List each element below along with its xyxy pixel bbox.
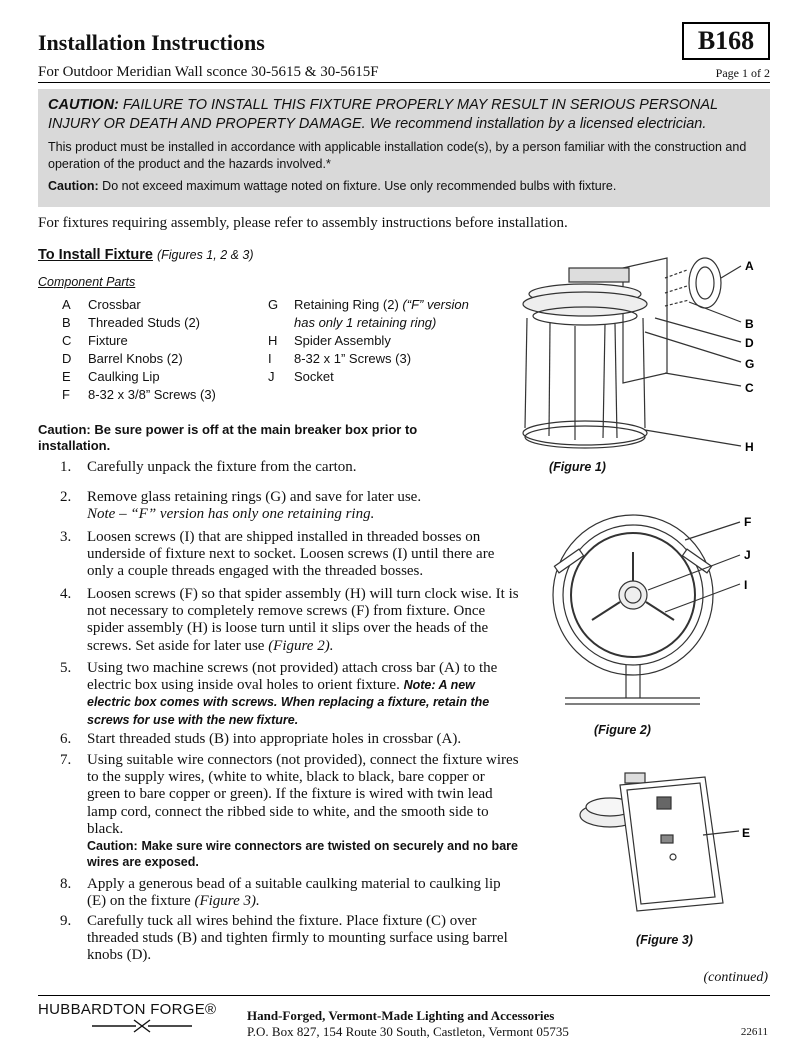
part-letter: B xyxy=(62,315,71,330)
part-name: Barrel Knobs (2) xyxy=(88,351,183,366)
part-item xyxy=(62,296,262,314)
step-text: Carefully tuck all wires behind the fixture. Place fixture (C) over threaded studs (B) and tighten firmly to mounting surface using barrel knobs (D). xyxy=(87,913,508,964)
part-item xyxy=(62,350,262,368)
figure-1-label-d: D xyxy=(745,336,754,350)
brand-logo: HUBBARDTON FORGE® xyxy=(38,1001,217,1018)
part-letter: J xyxy=(268,369,275,384)
part-name: Spider Assembly xyxy=(294,333,391,348)
step-note: Note: A new electric box comes with screws. When replacing a fixture, retain the screws for use with the new fixture. xyxy=(87,678,490,727)
step-7 xyxy=(60,752,520,870)
figure-2-caption: (Figure 2) xyxy=(594,723,651,737)
step-text: Using suitable wire connectors (not provided), connect the fixture wires to the supply wires, (white to white, black to black, bare copper or green to bare copper or green). If the fixture is wired with twin lead lamp cord, connect the ribbed side to white, and the smooth side to black. xyxy=(87,752,519,837)
step-number: 9. xyxy=(60,913,72,929)
step-note: Note – “F” version has only one retaining ring. xyxy=(87,506,375,523)
step-number: 8. xyxy=(60,876,72,892)
step-number: 4. xyxy=(60,586,72,602)
step-9 xyxy=(60,913,520,965)
assembly-note: For fixtures requiring assembly, please refer to assembly instructions before installation. xyxy=(38,215,568,231)
header-rule xyxy=(38,82,770,83)
part-letter: E xyxy=(62,369,71,384)
step-text: Carefully unpack the fixture from the carton. xyxy=(87,459,357,475)
part-letter: G xyxy=(268,297,279,312)
power-caution: Caution: Be sure power is off at the main breaker box prior to installation. xyxy=(38,422,418,453)
part-item xyxy=(268,350,508,368)
step-number: 3. xyxy=(60,529,72,545)
caution-wattage-text: Do not exceed maximum wattage noted on fixture. Use only recommended bulbs with fixture. xyxy=(102,179,617,193)
figure-1-diagram xyxy=(505,248,775,478)
step-text: Using two machine screws (not provided) attach cross bar (A) to the electric box using inside oval holes to orient fixture. xyxy=(87,660,498,694)
part-item xyxy=(62,332,262,350)
part-item xyxy=(268,296,508,314)
step-text: Loosen screws (I) that are shipped installed in threaded bosses on underside of fixture next to socket. Loosen screws (I) until there are only a couple threads engaged with the threaded bosses. xyxy=(87,529,495,580)
figure-1-label-a: A xyxy=(745,259,754,273)
footer-address: P.O. Box 827, 154 Route 30 South, Castleton, Vermont 05735 xyxy=(247,1024,569,1039)
step-1 xyxy=(60,459,520,476)
step-figure-ref: (Figure 3). xyxy=(194,893,260,910)
figure-1-label-b: B xyxy=(745,317,754,331)
part-name: Crossbar xyxy=(88,297,141,312)
caution-main-text: FAILURE TO INSTALL THIS FIXTURE PROPERLY MAY RESULT IN SERIOUS PERSONAL INJURY OR DEATH AND PROPERTY DAMAGE. We recommend installation by a licensed electrician. xyxy=(48,97,718,132)
figure-1-label-h: H xyxy=(745,440,754,454)
step-number: 1. xyxy=(60,459,72,475)
step-caution-label: Caution: xyxy=(87,839,138,854)
part-letter: H xyxy=(268,333,278,348)
part-name: Socket xyxy=(294,369,334,384)
part-name: Retaining Ring (2) xyxy=(294,297,399,312)
part-item xyxy=(62,368,262,386)
caution-box xyxy=(38,89,770,207)
part-letter: I xyxy=(268,351,272,366)
step-number: 5. xyxy=(60,660,72,676)
footer-rule xyxy=(38,995,770,996)
figure-2-label-j: J xyxy=(744,548,751,562)
install-heading-figures: (Figures 1, 2 & 3) xyxy=(156,248,254,262)
step-3 xyxy=(60,529,520,581)
caution-main xyxy=(48,96,760,134)
caution-code-note: This product must be installed in accordance with applicable installation code(s), by a person familiar with the construction and operation of the product and the hazards involved.* xyxy=(48,140,747,171)
part-name: Fixture xyxy=(88,333,128,348)
install-heading xyxy=(38,247,254,263)
parts-list-right xyxy=(268,296,508,386)
part-letter: A xyxy=(62,297,71,312)
step-text: Remove glass retaining rings (G) and save for later use. xyxy=(87,489,422,505)
page-number: Page 1 of 2 xyxy=(715,66,770,80)
part-note: has only 1 retaining ring) xyxy=(294,315,437,330)
step-text: Loosen screws (F) so that spider assembly (H) will turn clock wise. It is not necessary to completely remove screws (F) from fixture. Once spider assembly (H) is loose turn until it slips over the heads of the screws. Set aside for later use xyxy=(87,586,519,654)
step-5 xyxy=(60,660,520,729)
part-letter xyxy=(268,314,294,332)
components-heading: Component Parts xyxy=(38,275,136,289)
caution-main-label: CAUTION: xyxy=(48,97,119,113)
step-6 xyxy=(60,731,520,748)
part-item xyxy=(62,386,262,404)
page-title: Installation Instructions xyxy=(38,30,265,55)
figure-3-diagram xyxy=(575,765,775,925)
continued-note: (continued) xyxy=(703,970,768,985)
figure-3-caption: (Figure 3) xyxy=(636,933,693,947)
caution-wattage xyxy=(48,178,760,195)
part-letter: F xyxy=(62,387,70,402)
part-item xyxy=(268,314,508,332)
step-4 xyxy=(60,586,520,655)
step-text: Apply a generous bead of a suitable caulking material to caulking lip (E) on the fixture xyxy=(87,876,501,910)
figure-2-diagram xyxy=(530,500,780,720)
part-name: Caulking Lip xyxy=(88,369,160,384)
step-8 xyxy=(60,876,520,910)
figure-2-label-f: F xyxy=(744,515,752,529)
part-note: (“F” version xyxy=(402,297,469,312)
figure-3-label-e: E xyxy=(742,826,751,840)
step-2 xyxy=(60,489,520,523)
part-name: 8-32 x 3/8” Screws (3) xyxy=(88,387,216,402)
part-name: 8-32 x 1” Screws (3) xyxy=(294,351,412,366)
step-text: Start threaded studs (B) into appropriate holes in crossbar (A). xyxy=(87,731,462,747)
forge-tool-icon xyxy=(92,1019,192,1033)
figure-1-caption: (Figure 1) xyxy=(549,460,606,474)
figure-2-label-i: I xyxy=(744,578,748,592)
step-number: 6. xyxy=(60,731,72,747)
step-figure-ref: (Figure 2). xyxy=(268,637,334,654)
figure-1-label-g: G xyxy=(745,357,755,371)
part-name: Threaded Studs (2) xyxy=(88,315,201,330)
document-number: 22611 xyxy=(740,1026,768,1038)
part-letter: D xyxy=(62,351,72,366)
document-code: B168 xyxy=(682,22,770,60)
caution-wattage-label: Caution: xyxy=(48,179,99,193)
part-letter: C xyxy=(62,333,72,348)
figure-1-label-c: C xyxy=(745,381,754,395)
step-number: 2. xyxy=(60,489,72,505)
parts-list-left xyxy=(62,296,262,404)
step-caution-text: Make sure wire connectors are twisted on securely and no bare wires are exposed. xyxy=(87,839,518,870)
part-item xyxy=(268,368,508,386)
footer-tagline: Hand-Forged, Vermont-Made Lighting and Accessories xyxy=(247,1008,555,1023)
part-item xyxy=(268,332,508,350)
install-heading-title: To Install Fixture xyxy=(38,247,153,263)
page-subtitle: For Outdoor Meridian Wall sconce 30-5615 & 30-5615F xyxy=(38,64,379,80)
part-item xyxy=(62,314,262,332)
step-number: 7. xyxy=(60,752,72,768)
